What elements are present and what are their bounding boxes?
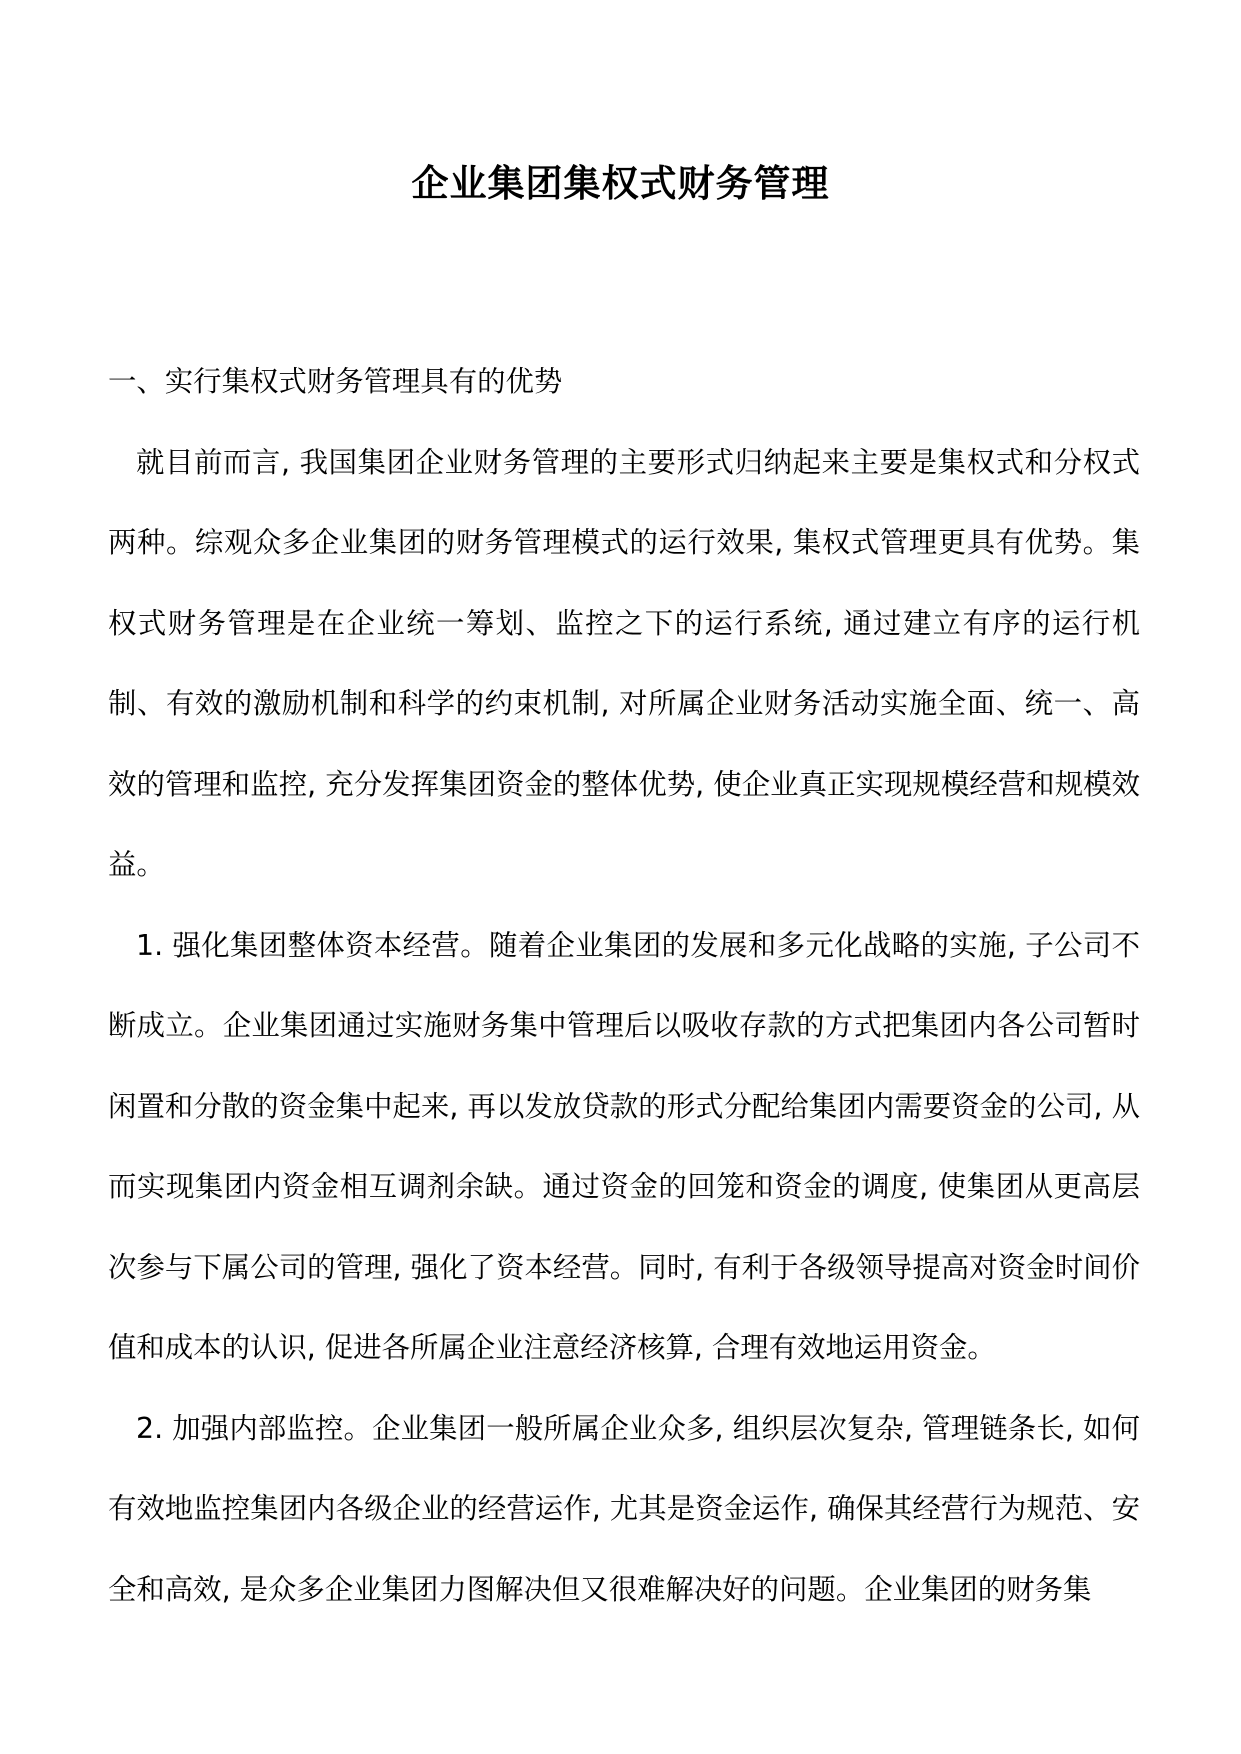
- paragraph-point-1: 1. 强化集团整体资本经营。随着企业集团的发展和多元化战略的实施, 子公司不断成立。企业集团通过实施财务集中管理后以吸收存款的方式把集团内各公司暂时闲置和分散的资金集中起来, 再以发放贷款的形式分配给集团内需要资金的公司, 从而实现集团内资金相互调剂余缺。通过资金的回笼和资金的调度, 使集团从更高层次参与下属公司的管理, 强化了资本经营。同时, 有利于各级领导提高对资金时间价值和成本的认识, 促进各所属企业注意经济核算, 合理有效地运用资金。: [108, 928, 1140, 1364]
- paragraph-point-2: 2. 加强内部监控。企业集团一般所属企业众多, 组织层次复杂, 管理链条长, 如何有效地监控集团内各级企业的经营运作, 尤其是资金运作, 确保其经营行为规范、安全和高效, 是众多企业集团力图解决但又很难解决好的问题。企业集团的财务集: [108, 1411, 1140, 1606]
- paragraph-intro: 就目前而言, 我国集团企业财务管理的主要形式归纳起来主要是集权式和分权式两种。综观众多企业集团的财务管理模式的运行效果, 集权式管理更具有优势。集权式财务管理是在企业统一筹划、监控之下的运行系统, 通过建立有序的运行机制、有效的激励机制和科学的约束机制, 对所属企业财务活动实施全面、统一、高效的管理和监控, 充分发挥集团资金的整体优势, 使企业真正实现规模经营和规模效益。: [108, 445, 1140, 881]
- section-heading: 一、实行集权式财务管理具有的优势: [108, 365, 563, 398]
- document-title: 企业集团集权式财务管理: [411, 161, 830, 205]
- document-body: [108, 342, 1140, 1630]
